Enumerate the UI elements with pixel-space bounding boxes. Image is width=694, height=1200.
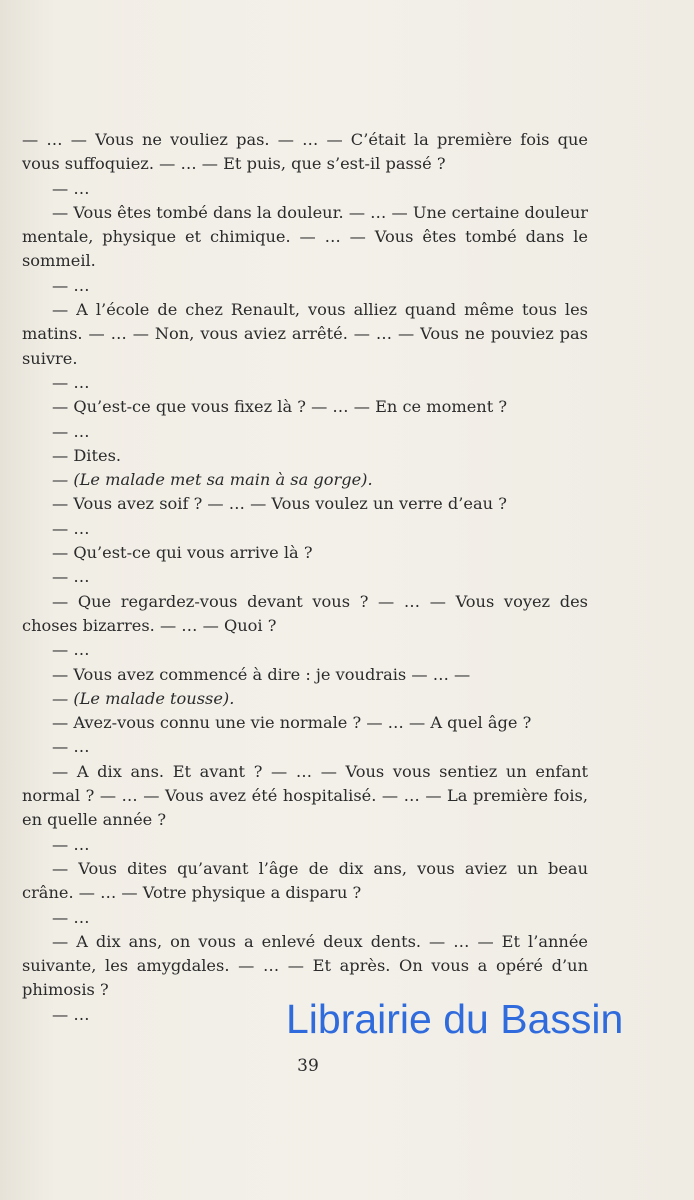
- paragraph: — …: [52, 421, 90, 441]
- paragraph: — Qu’est-ce que vous fixez là ? — … — En ce moment ?: [52, 397, 508, 417]
- paragraph: — Vous dites qu’avant l’âge de dix ans, vous aviez un beau crâne. — … — Votre physique a disparu ?: [22, 858, 588, 903]
- watermark-text: Librairie du Bassin: [286, 996, 624, 1042]
- paragraph: — Que regardez-vous devant vous ? — … — Vous voyez des choses bizarres. — … — Quoi ?: [22, 591, 588, 635]
- paragraph: — Qu’est-ce qui vous arrive là ?: [52, 543, 313, 563]
- paragraph: — Vous êtes tombé dans la douleur. — … — Une certaine douleur mentale, physique et chimique. — … — Vous êtes tombé dans le sommeil.: [22, 202, 588, 271]
- paragraph: — A dix ans, on vous a enlevé deux dents. — … — Et l’année suivante, les amygdales. — … — Et après. On vous a opéré d’un phimosis ?: [22, 931, 588, 1000]
- paragraph: — … — Vous ne vouliez pas. — … — C’était la première fois que vous suffoquiez. — … — Et puis, que s’est-il passé ?: [22, 130, 588, 174]
- paragraph: — Vous avez commencé à dire : je voudrais — … —: [52, 664, 471, 684]
- paragraph: — Vous avez soif ? — … — Vous voulez un verre d’eau ?: [52, 494, 507, 514]
- paragraph: — …: [52, 737, 90, 757]
- paragraph: — (Le malade tousse).: [52, 688, 235, 708]
- paragraph: — …: [52, 372, 90, 392]
- paragraph: — …: [52, 178, 90, 198]
- paragraph: — …: [52, 275, 90, 295]
- page-number: 39: [297, 1056, 319, 1076]
- paragraph: — A l’école de chez Renault, vous alliez quand même tous les matins. — … — Non, vous aviez arrêté. — … — Vous ne pouviez pas suivre.: [22, 300, 588, 368]
- paragraph: — Avez-vous connu une vie normale ? — … — A quel âge ?: [52, 713, 532, 733]
- paragraph: — …: [52, 518, 90, 538]
- paragraph: — …: [52, 640, 90, 660]
- paragraph: — …: [52, 1004, 90, 1024]
- paragraph: — (Le malade met sa main à sa gorge).: [52, 470, 373, 490]
- body-text: [22, 128, 588, 1027]
- paragraph: — …: [52, 834, 90, 854]
- paragraph: — A dix ans. Et avant ? — … — Vous vous sentiez un enfant normal ? — … — Vous avez été hospitalisé. — … — La première fois, en quelle année ?: [22, 761, 588, 830]
- paragraph: — …: [52, 567, 90, 587]
- paragraph: — Dites.: [52, 445, 122, 465]
- paragraph: — …: [52, 907, 90, 927]
